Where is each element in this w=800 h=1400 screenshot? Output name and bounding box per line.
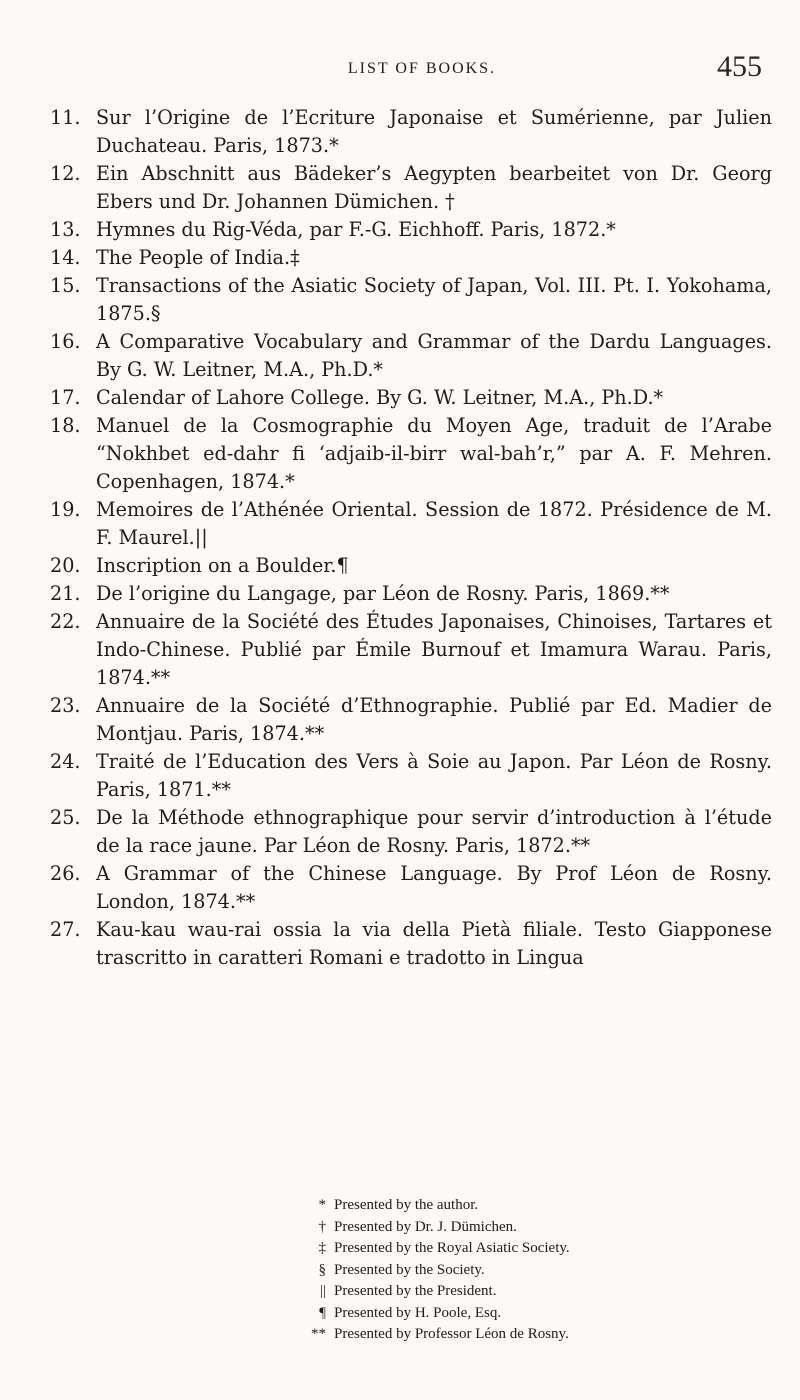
book-list [50,104,772,972]
entry-text: Memoires de l’Athénée Oriental. Session de 1872. Présidence de M. F. Maurel.|| [96,498,772,549]
entry-number: 15. [50,274,81,297]
book-entry [50,552,772,580]
entry-number: 13. [50,218,81,241]
book-entry [50,244,772,272]
entry-text: A Comparative Vocabulary and Grammar of the Dardu Languages. By G. W. Leitner, M.A., Ph.D.* [96,330,772,381]
footnote-text: Presented by the Royal Asiatic Society. [334,1240,570,1256]
entry-number: 26. [50,862,81,885]
entry-number: 18. [50,414,81,437]
entry-text: Annuaire de la Société des Études Japonaises, Chinoises, Tartares et Indo-Chinese. Publié par Émile Burnouf et Imamura Warau. Paris, 1874.** [96,610,772,689]
entry-text: Calendar of Lahore College. By G. W. Leitner, M.A., Ph.D.* [96,386,664,409]
entry-text: Hymnes du Rig-Véda, par F.-G. Eichhoff. Paris, 1872.* [96,218,616,241]
entry-number: 12. [50,162,81,185]
entry-number: 17. [50,386,81,409]
entry-number: 16. [50,330,81,353]
entry-number: 14. [50,246,81,269]
book-entry [50,692,772,748]
entry-text: Manuel de la Cosmographie du Moyen Age, traduit de l’Arabe “Nokhbet ed-dahr fi ‘adjaib-il-birr wal-bah’r,” par A. F. Mehren. Copenhagen, 1874.* [96,414,772,493]
footnote-mark: ‡ [318,1240,326,1256]
entry-number: 23. [50,694,81,717]
book-entry [50,160,772,216]
footnote-mark: § [318,1261,326,1278]
footnote [300,1303,780,1325]
book-entry [50,384,772,412]
book-entry [50,272,772,328]
entry-text: Inscription on a Boulder.¶ [96,554,349,577]
entry-text: The People of India.‡ [96,246,300,269]
footnote [300,1281,780,1303]
entry-number: 21. [50,582,81,605]
book-entry [50,916,772,972]
book-entry [50,216,772,244]
running-title: LIST OF BOOKS. [347,60,497,77]
entry-text: De la Méthode ethnographique pour servir d’introduction à l’étude de la race jaune. Par Léon de Rosny. Paris, 1872.** [96,806,772,857]
entry-number: 27. [50,918,81,941]
footnote-mark: ** [311,1326,326,1342]
footnote [300,1260,780,1282]
footnote-text: Presented by Professor Léon de Rosny. [334,1326,569,1342]
entry-text: Kau-kau wau-rai ossia la via della Pietà filiale. Testo Giapponese trascritto in caratteri Romani e tradotto in Lingua [96,918,772,969]
entry-text: Sur l’Origine de l’Ecriture Japonaise et Sumérienne, par Julien Duchateau. Paris, 1873.* [96,106,772,157]
footnotes [300,1195,780,1346]
entry-text: Ein Abschnitt aus Bädeker’s Aegypten bearbeitet von Dr. Georg Ebers und Dr. Johannen Dümichen. † [96,162,772,213]
entry-number: 20. [50,554,81,577]
entry-number: 11. [50,106,81,129]
entry-number: 24. [50,750,81,773]
entry-number: 19. [50,498,81,521]
footnote [300,1195,780,1217]
book-entry [50,496,772,552]
footnote-text: Presented by Dr. J. Dümichen. [334,1218,517,1235]
footnote-text: Presented by the Society. [334,1261,485,1278]
entry-text: A Grammar of the Chinese Language. By Prof Léon de Rosny. London, 1874.** [96,862,772,913]
book-entry [50,804,772,860]
entry-text: Traité de l’Education des Vers à Soie au Japon. Par Léon de Rosny. Paris, 1871.** [96,750,772,801]
footnote [300,1324,780,1346]
book-entry [50,580,772,608]
footnote [300,1238,780,1260]
footnote [300,1217,780,1239]
book-entry [50,608,772,692]
page-number: 455 [717,50,762,83]
book-entry [50,860,772,916]
footnote-mark: || [319,1283,326,1299]
entry-number: 22. [50,610,81,633]
footnote-text: Presented by the author. [334,1197,479,1213]
entry-number: 25. [50,806,81,829]
book-entry [50,748,772,804]
book-entry [50,104,772,160]
page-header [64,44,780,84]
entry-text: Transactions of the Asiatic Society of Japan, Vol. III. Pt. I. Yokohama, 1875.§ [96,274,772,325]
entry-text: Annuaire de la Société d’Ethnographie. Publié par Ed. Madier de Montjau. Paris, 1874.** [96,694,772,745]
book-entry [50,412,772,496]
footnote-text: Presented by the President. [334,1283,497,1299]
footnote-mark: * [318,1197,326,1213]
footnote-text: Presented by H. Poole, Esq. [334,1304,502,1321]
book-entry [50,328,772,384]
entry-text: De l’origine du Langage, par Léon de Rosny. Paris, 1869.** [96,582,670,605]
footnote-mark: ¶ [319,1304,326,1321]
footnote-mark: † [318,1218,326,1235]
